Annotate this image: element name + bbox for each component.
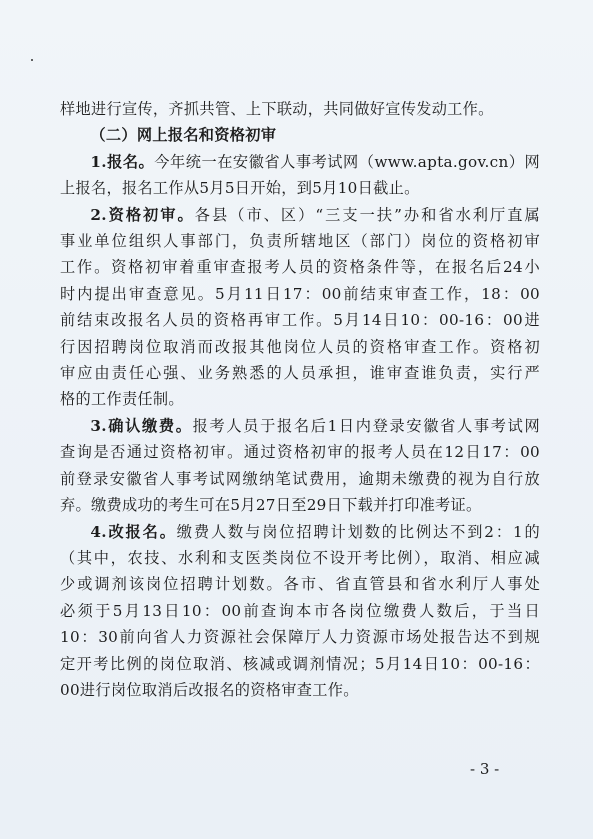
item-4-line-3: 少或调剂该岗位招聘计划数。各市、省直管县和省水利厅人事处 — [60, 575, 540, 594]
item-2-label: 2.资格初审。 — [90, 205, 195, 224]
item-2-line-5: 前结束改报名人员的资格再审工作。5月14日10：00-16：00进 — [60, 311, 540, 330]
section-heading: （二）网上报名和资格初审 — [90, 126, 277, 145]
item-2-line-6: 行因招聘岗位取消而改报其他岗位人员的资格审查工作。资格初 — [60, 337, 540, 356]
item-3-label: 3.确认缴费。 — [90, 416, 193, 435]
item-3-line-3: 前登录安徽省人事考试网缴纳笔试费用，逾期未缴费的视为自行放 — [60, 469, 540, 488]
scan-speck — [31, 59, 33, 61]
item-4-line-1: 4.改报名。缴费人数与岗位招聘计划数的比例达不到2：1的 — [90, 522, 540, 541]
continuation-line: 样地进行宣传，齐抓共管、上下联动，共同做好宣传发动工作。 — [60, 100, 494, 118]
item-1-label: 1.报名。 — [90, 152, 155, 171]
item-4-line-4: 必须于5月13日10：00前查询本市各岗位缴费人数后，于当日 — [60, 601, 540, 620]
item-1-line-1: 1.报名。今年统一在安徽省人事考试网（www.apta.gov.cn）网 — [90, 152, 540, 171]
item-2-line-4: 时内提出审查意见。5月11日17：00前结束审查工作，18：00 — [60, 284, 540, 303]
item-3-line-1: 3.确认缴费。报考人员于报名后1日内登录安徽省人事考试网 — [90, 416, 540, 435]
item-2-line-1: 2.资格初审。各县（市、区）“三支一扶”办和省水利厅直属 — [90, 205, 540, 224]
item-3-line-4: 弃。缴费成功的考生可在5月27日至29日下载并打印准考证。 — [60, 496, 482, 515]
item-4-line-6: 定开考比例的岗位取消、核减或调剂情况；5月14日10：00-16： — [60, 654, 540, 673]
item-4-line-2: （其中，农技、水利和支医类岗位不设开考比例），取消、相应减 — [60, 548, 540, 567]
body-text — [60, 96, 540, 703]
item-1-line-2: 上报名，报名工作从5月5日开始，到5月10日截止。 — [60, 179, 420, 198]
item-2-line-3: 工作。资格初审着重审查报考人员的资格条件等，在报名后24小 — [60, 258, 540, 277]
item-4-line-7: 00进行岗位取消后改报名的资格审查工作。 — [60, 680, 359, 699]
item-3-line-2: 查询是否通过资格初审。通过资格初审的报考人员在12日17：00 — [60, 443, 540, 462]
item-2-line-7: 审应由责任心强、业务熟悉的人员承担，谁审查谁负责，实行严 — [60, 364, 540, 383]
page-number: - 3 - — [470, 760, 500, 778]
item-4-label: 4.改报名。 — [90, 522, 177, 541]
item-2-line-2: 事业单位组织人事部门，负责所辖地区（部门）岗位的资格初审 — [60, 232, 540, 251]
item-2-line-8: 格的工作责任制。 — [60, 390, 184, 409]
item-4-line-5: 10：30前向省人力资源社会保障厅人力资源市场处报告达不到规 — [60, 628, 540, 647]
